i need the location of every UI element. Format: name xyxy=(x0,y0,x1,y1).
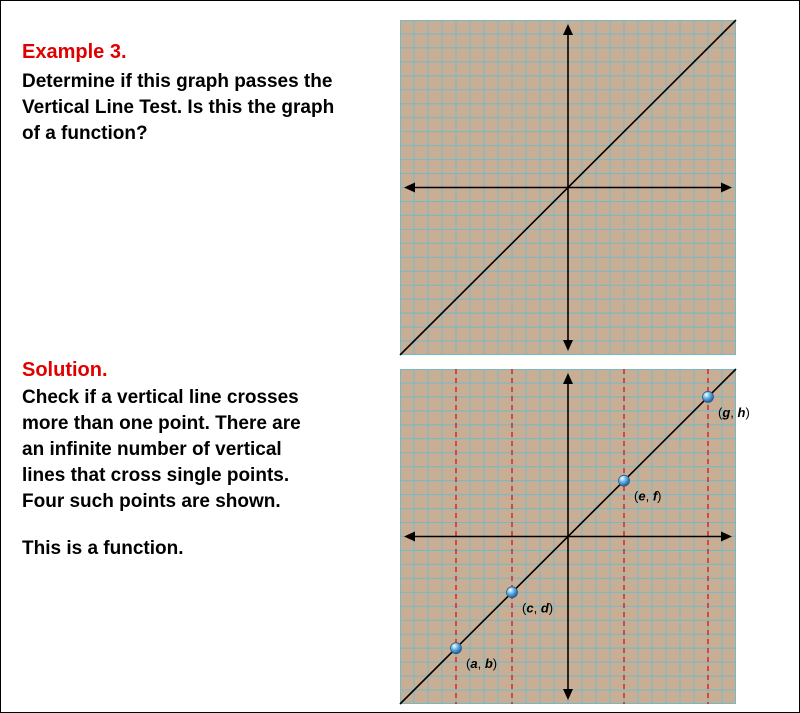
solution-conclusion: This is a function. xyxy=(22,538,184,559)
vertical-line-test-graph xyxy=(400,369,750,704)
graph2-point-marker xyxy=(703,391,714,402)
example-title: Example 3. xyxy=(22,41,127,63)
graph2-point-marker xyxy=(451,643,462,654)
graph2-point-marker xyxy=(507,587,518,598)
graph2-point-marker xyxy=(619,475,630,486)
graph2-point-label: (c, d) xyxy=(522,600,554,616)
example-question: Determine if this graph passes the Vertical Line Test. Is this the graph of a function? xyxy=(22,71,335,144)
solution-title: Solution. xyxy=(22,359,108,381)
function-graph xyxy=(400,20,736,355)
solution-text: Check if a vertical line crosses more than one point. There are an infinite number of vertical lines that cross single points. Four such points are shown. xyxy=(22,387,301,512)
graph2-point-label: (e, f) xyxy=(634,488,662,504)
graph2-point-label: (g, h) xyxy=(718,404,750,420)
graph2-point-label: (a, b) xyxy=(466,656,498,672)
